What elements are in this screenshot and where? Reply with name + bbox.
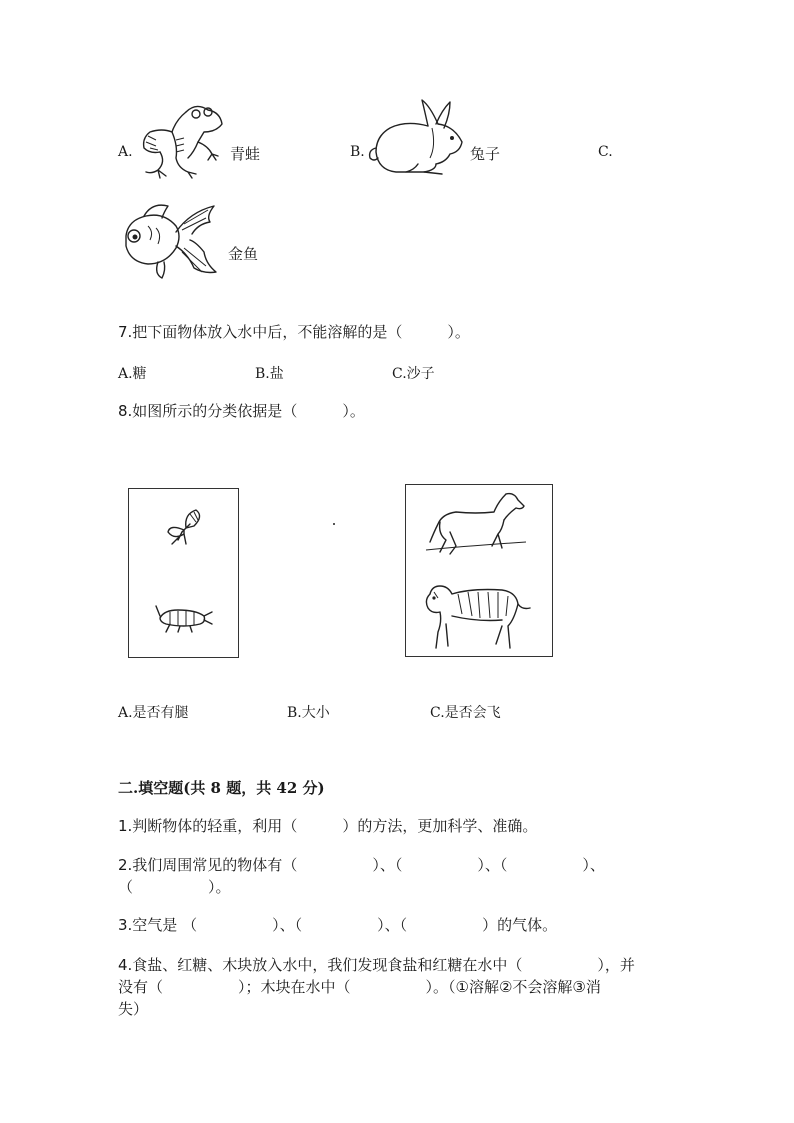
- fill-item-4-line-3: 失）: [118, 1000, 149, 1018]
- option-c-letter: C.: [598, 144, 613, 160]
- option-b-label: 兔子: [470, 145, 501, 163]
- fill-item-3: 3.空气是 （ ）、（ ）、（ ）的气体。: [118, 916, 558, 934]
- q7-option-b: B.盐: [255, 366, 284, 382]
- q8-option-a: A.是否有腿: [118, 705, 189, 721]
- q7-option-a: A.糖: [118, 366, 147, 382]
- fill-item-2-line-2: （ ）。: [118, 878, 231, 896]
- rabbit-illustration: [366, 98, 468, 178]
- fill-item-4-line-2: 没有（ ）；木块在水中（ ）。（①溶解②不会溶解③消: [118, 978, 601, 996]
- goldfish-illustration: [118, 202, 224, 280]
- horse-illustration: [426, 490, 528, 556]
- section-2-heading: 二.填空题(共 8 题，共 42 分): [118, 779, 325, 797]
- question-8-text: 8.如图所示的分类依据是（ ）。: [118, 402, 365, 420]
- butterfly-illustration: [164, 508, 206, 550]
- question-7-text: 7.把下面物体放入水中后，不能溶解的是（ ）。: [118, 323, 470, 341]
- q7-option-c: C.沙子: [392, 366, 435, 382]
- option-c-label: 金鱼: [228, 245, 259, 263]
- fill-item-1: 1.判断物体的轻重，利用（ ）的方法，更加科学、准确。: [118, 817, 538, 835]
- frog-illustration: [136, 102, 226, 180]
- fill-item-2-line-1: 2.我们周围常见的物体有（ ）、（ ）、（ ）、: [118, 856, 605, 874]
- option-a-label: 青蛙: [230, 145, 261, 163]
- tiger-illustration: [422, 580, 534, 656]
- stray-dot: [333, 523, 335, 525]
- option-b-letter: B.: [350, 144, 365, 160]
- q8-option-b: B.大小: [287, 705, 330, 721]
- insect-illustration: [156, 602, 214, 634]
- q8-option-c: C.是否会飞: [430, 705, 501, 721]
- fill-item-4-line-1: 4.食盐、红糖、木块放入水中，我们发现食盐和红糖在水中（ ），并: [118, 956, 635, 974]
- option-a-letter: A.: [118, 144, 133, 160]
